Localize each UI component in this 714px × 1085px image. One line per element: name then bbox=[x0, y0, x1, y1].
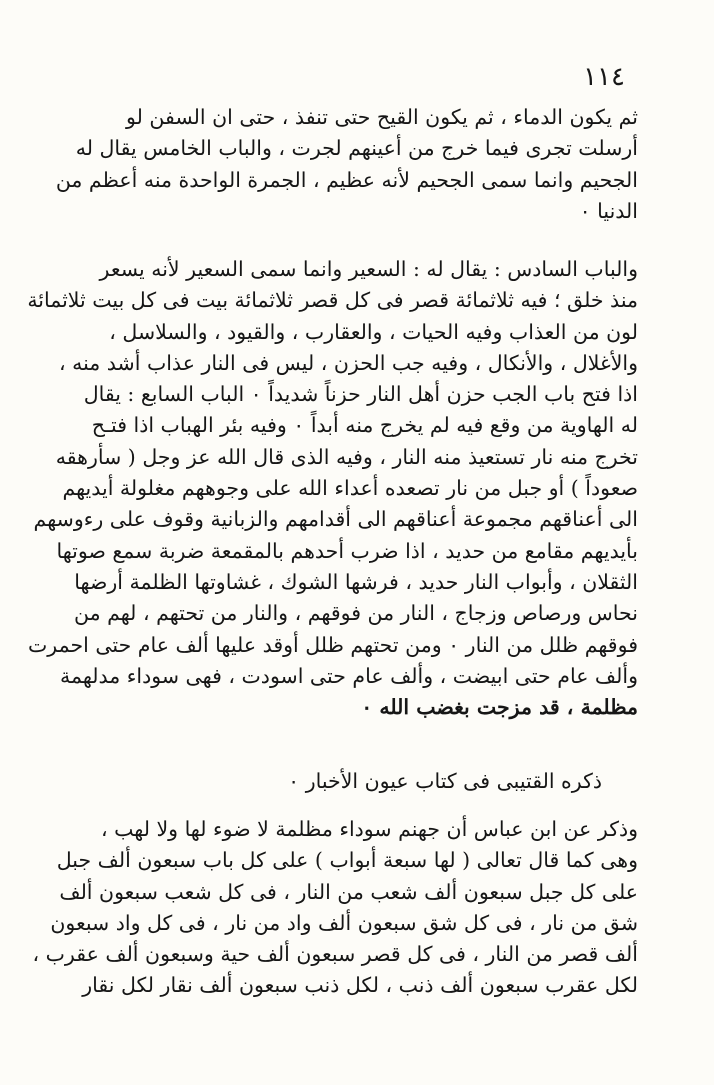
text-line: لكل عقرب سبعون ألف ذنب ، لكل ذنب سبعون ألف نقار لكل نقار bbox=[82, 973, 638, 998]
text-line: نحاس ورصاص وزجاج ، النار من فوقهم ، والنار من تحتهم ، لهم من bbox=[73, 601, 638, 626]
text-line: شق من نار ، فى كل شق سبعون ألف واد من نار ، فى كل واد سبعون bbox=[50, 910, 638, 935]
page-number: ١١٤ bbox=[583, 62, 625, 92]
paragraph-2 bbox=[27, 254, 638, 723]
text-line: الى أعناقهم مجموعة أعناقهم الى أقدامهم والزبانية وقوف على رءوسهم bbox=[33, 507, 638, 532]
text-line: ألف قصر من النار ، فى كل قصر سبعون ألف حية وسبعون ألف عقرب ، bbox=[32, 942, 638, 967]
text-line: الثقلان ، وأبواب النار حديد ، فرشها الشوك ، غشاوتها الظلمة أرضها bbox=[74, 569, 638, 594]
text-line: وألف عام حتى ابيضت ، وألف عام حتى اسودت ، فهى سوداء مدلهمة bbox=[59, 663, 638, 688]
text-line: أرسلت تجرى فيما خرج من أعينهم لجرت ، والباب الخامس يقال له bbox=[75, 136, 638, 161]
text-line: بأيديهم مقامع من حديد ، اذا ضرب أحدهم بالمقمعة ضربة سمع صوتها bbox=[56, 538, 638, 563]
text-line: فوقهم ظلل من النار ٠ ومن تحتهم ظلل أوقد عليها ألف عام حتى احمرت bbox=[28, 632, 638, 657]
text-line: منذ خلق ؛ فيه ثلاثمائة قصر فى كل قصر ثلاثمائة بيت فى كل بيت ثلاثمائة bbox=[27, 288, 638, 313]
source-heading: ذكره القتيبى فى كتاب عيون الأخبار ٠ bbox=[288, 769, 602, 793]
text-line: على كل جبل سبعون ألف شعب من النار ، فى كل شعب سبعون ألف bbox=[59, 879, 638, 904]
text-line: ثم يكون الدماء ، ثم يكون القيح حتى تنفذ ، حتى ان السفن لو bbox=[126, 105, 638, 129]
text-line: وذكر عن ابن عباس أن جهنم سوداء مظلمة لا ضوء لها ولا لهب ، bbox=[100, 817, 638, 841]
text-line: الدنيا ٠ bbox=[579, 198, 638, 223]
text-line: تخرج منه نار تستعيذ منه النار ، وفيه الذى قال الله عز وجل ( سأرهقه bbox=[55, 444, 638, 469]
text-line: صعوداً ) أو جبل من نار تصعده أعداء الله على وجوههم مغلولة أيديهم bbox=[62, 476, 638, 501]
text-line: والأغلال ، والأنكال ، وفيه جب الحزن ، ليس فى النار عذاب أشد منه ، bbox=[58, 350, 638, 375]
paragraph-1 bbox=[55, 102, 638, 227]
text-line: لون من العذاب وفيه الحيات ، والعقارب ، والقيود ، والسلاسل ، bbox=[109, 319, 638, 344]
text-line: وهى كما قال تعالى ( لها سبعة أبواب ) على كل باب سبعون ألف جبل bbox=[56, 848, 638, 873]
text-line: الجحيم وانما سمى الجحيم لأنه عظيم ، الجمرة الواحدة منه أعظم من bbox=[55, 167, 638, 192]
text-line: اذا فتح باب الجب حزن أهل النار حزناً شديداً ٠ الباب السابع : يقال bbox=[83, 382, 638, 407]
text-line: له الهاوية من وقع فيه لم يخرج منه أبداً ٠ وفيه بئر الهباب اذا فتـح bbox=[91, 413, 638, 438]
paragraph-3 bbox=[32, 814, 638, 1002]
text-line: والباب السادس : يقال له : السعير وانما سمى السعير لأنه يسعر bbox=[99, 257, 638, 281]
text-line: مظلمة ، قد مزجت بغضب الله ٠ bbox=[361, 695, 638, 720]
